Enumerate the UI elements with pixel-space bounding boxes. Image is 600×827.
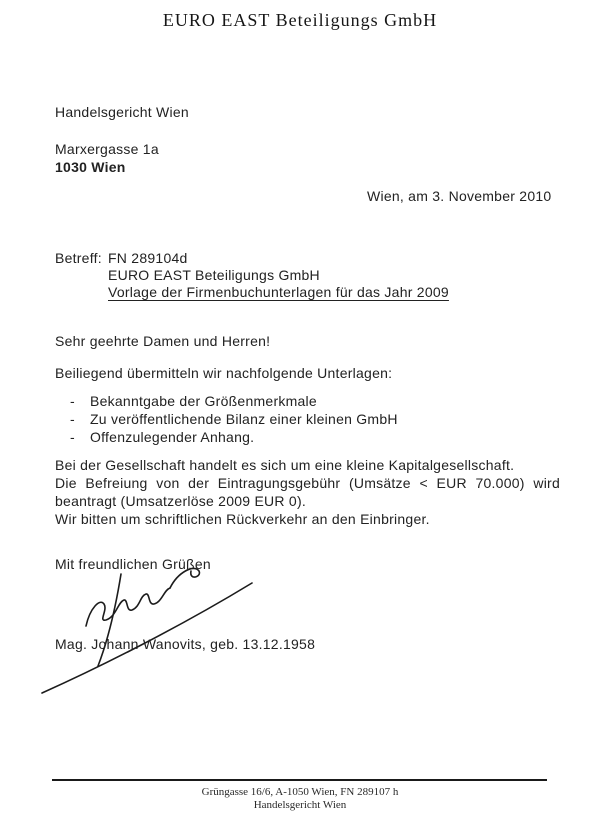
recipient-name: Handelsgericht Wien bbox=[55, 104, 189, 120]
body-paragraph-line: Wir bitten um schriftlichen Rückverkehr an den Einbringer. bbox=[55, 511, 430, 527]
body-paragraph-line: beantragt (Umsatzerlöse 2009 EUR 0). bbox=[55, 493, 306, 509]
signer-name: Mag. Johann Wanovits, geb. 13.12.1958 bbox=[55, 636, 316, 652]
salutation: Sehr geehrte Damen und Herren! bbox=[55, 333, 271, 349]
intro-line: Beiliegend übermitteln wir nachfolgende Unterlagen: bbox=[55, 365, 393, 381]
bullet-item bbox=[70, 411, 540, 427]
handwritten-signature bbox=[28, 560, 268, 700]
footer bbox=[0, 786, 600, 812]
footer-divider bbox=[52, 779, 547, 781]
recipient-street: Marxergasse 1a bbox=[55, 141, 159, 157]
company-header: EURO EAST Beteiligungs GmbH bbox=[162, 10, 438, 30]
closing-greeting: Mit freundlichen Grüßen bbox=[55, 556, 211, 572]
footer-court-line: Handelsgericht Wien bbox=[253, 799, 347, 811]
bullet-item bbox=[70, 393, 540, 409]
subject-reference-number: FN 289104d bbox=[108, 250, 188, 266]
body-paragraph-line: Bei der Gesellschaft handelt es sich um eine kleine Kapitalgesellschaft. bbox=[55, 457, 515, 473]
bullet-item bbox=[70, 429, 540, 445]
signature-vertical-stroke bbox=[98, 574, 121, 666]
footer-address-line: Grüngasse 16/6, A-1050 Wien, FN 289107 h bbox=[201, 786, 399, 798]
signature-scribble-stroke bbox=[86, 588, 170, 626]
bullet-text: Zu veröffentlichende Bilanz einer kleinen GmbH bbox=[90, 411, 398, 427]
bullet-text: Offenzulegender Anhang. bbox=[90, 429, 255, 445]
date-line: Wien, am 3. November 2010 bbox=[367, 188, 552, 204]
bullet-dash: - bbox=[70, 429, 75, 445]
bullet-dash: - bbox=[70, 393, 75, 409]
bullet-dash: - bbox=[70, 411, 75, 427]
subject-company-name: EURO EAST Beteiligungs GmbH bbox=[108, 267, 320, 283]
subject-topic-underlined: Vorlage der Firmenbuchunterlagen für das Jahr 2009 bbox=[108, 284, 449, 300]
body-paragraph-line: Die Befreiung von der Eintragungsgebühr (Umsätze < EUR 70.000) wird bbox=[55, 475, 560, 491]
subject-label: Betreff: bbox=[55, 250, 102, 266]
recipient-city: 1030 Wien bbox=[55, 159, 126, 175]
bullet-text: Bekanntgabe der Größenmerkmale bbox=[90, 393, 317, 409]
